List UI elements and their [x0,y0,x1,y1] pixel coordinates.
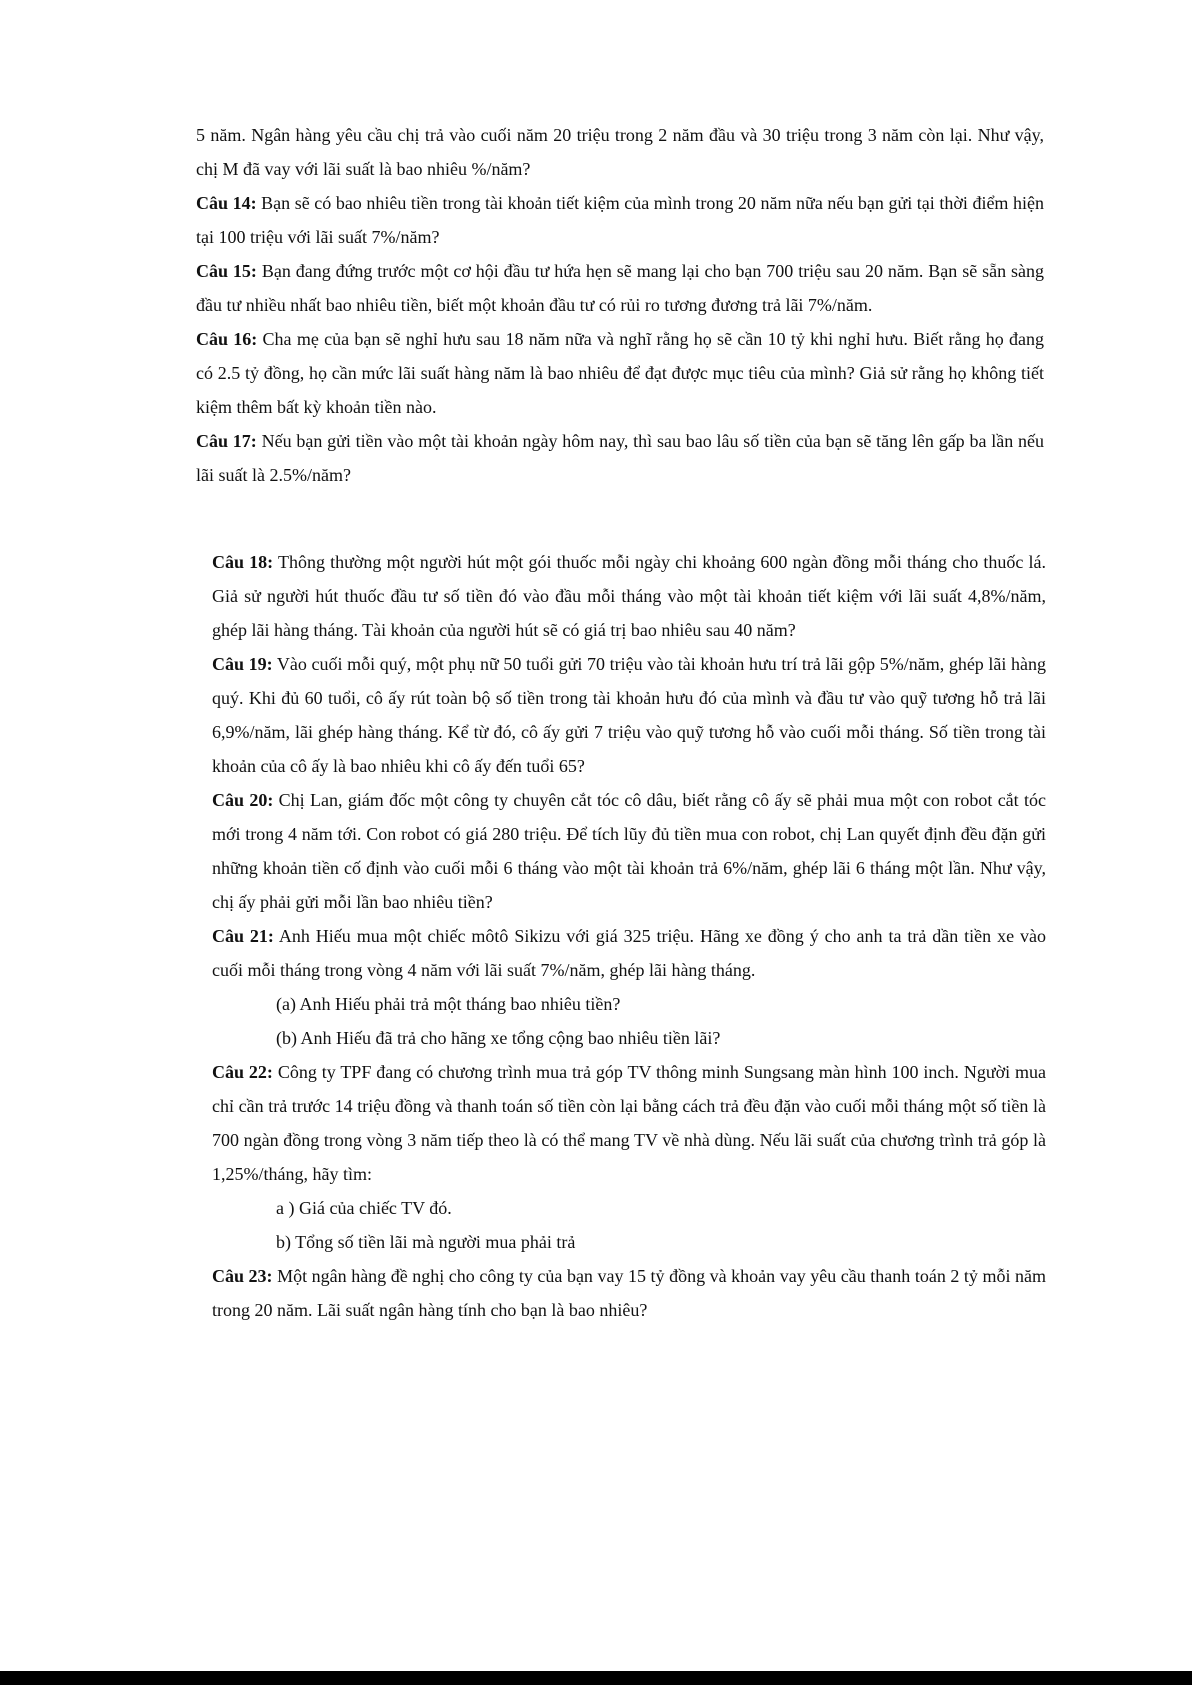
question-label: Câu 14: [196,193,257,213]
question-15 [196,254,1044,322]
question-label: Câu 22: [212,1062,273,1082]
question-text: Vào cuối mỗi quý, một phụ nữ 50 tuổi gửi 70 triệu vào tài khoản hưu trí trả lãi gộp 5%/năm, ghép lãi hàng quý. Khi đủ 60 tuổi, cô ấy rút toàn bộ số tiền trong tài khoản hưu đó của mình và đầu tư vào quỹ tương hỗ trả lãi 6,9%/năm, lãi ghép hàng tháng. Kể từ đó, cô ấy gửi 7 triệu vào quỹ tương hỗ vào cuối mỗi tháng. Số tiền trong tài khoản của cô ấy là bao nhiêu khi cô ấy đến tuổi 65? [212,654,1046,776]
continued-paragraph: 5 năm. Ngân hàng yêu cầu chị trả vào cuối năm 20 triệu trong 2 năm đầu và 30 triệu trong 3 năm còn lại. Như vậy, chị M đã vay với lãi suất là bao nhiêu %/năm? [196,125,1044,179]
question-text: Bạn sẽ có bao nhiêu tiền trong tài khoản tiết kiệm của mình trong 20 năm nữa nếu bạn gửi tại thời điểm hiện tại 100 triệu với lãi suất 7%/năm? [196,193,1044,247]
question-22-part-b: b) Tổng số tiền lãi mà người mua phải trả [276,1232,576,1252]
question-text: Bạn đang đứng trước một cơ hội đầu tư hứa hẹn sẽ mang lại cho bạn 700 triệu sau 20 năm. Bạn sẽ sẵn sàng đầu tư nhiều nhất bao nhiêu tiền, biết một khoản đầu tư có rủi ro tương đương trả lãi 7%/năm. [196,261,1044,315]
question-21-part-a: (a) Anh Hiếu phải trả một tháng bao nhiêu tiền? [276,994,621,1014]
question-label: Câu 23: [212,1266,273,1286]
question-label: Câu 21: [212,926,274,946]
question-22-part-a: a ) Giá của chiếc TV đó. [276,1198,452,1218]
question-text: Chị Lan, giám đốc một công ty chuyên cắt tóc cô dâu, biết rằng cô ấy sẽ phải mua một con robot cắt tóc mới trong 4 năm tới. Con robot có giá 280 triệu. Để tích lũy đủ tiền mua con robot, chị Lan quyết định đều đặn gửi những khoản tiền cố định vào cuối mỗi 6 tháng vào một tài khoản trả 6%/năm, ghép lãi 6 tháng một lần. Như vậy, chị ấy phải gửi mỗi lần bao nhiêu tiền? [212,790,1046,912]
question-label: Câu 19: [212,654,273,674]
question-text: Thông thường một người hút một gói thuốc mỗi ngày chi khoảng 600 ngàn đồng mỗi tháng cho thuốc lá. Giả sử người hút thuốc đầu tư số tiền đó vào đầu mỗi tháng vào một tài khoản tiết kiệm với lãi suất 4,8%/năm, ghép lãi hàng tháng. Tài khoản của người hút sẽ có giá trị bao nhiêu sau 40 năm? [212,552,1046,640]
bottom-edge-bar [0,1671,1192,1685]
question-label: Câu 20: [212,790,274,810]
question-label: Câu 15: [196,261,257,281]
question-label: Câu 16: [196,329,258,349]
question-18 [212,545,1046,647]
questions-block-1 [196,118,1044,492]
question-20 [212,783,1046,919]
question-21-part-b: (b) Anh Hiếu đã trả cho hãng xe tổng cộng bao nhiêu tiền lãi? [276,1028,721,1048]
question-text: Một ngân hàng đề nghị cho công ty của bạn vay 15 tỷ đồng và khoản vay yêu cầu thanh toán 2 tỷ mỗi năm trong 20 năm. Lãi suất ngân hàng tính cho bạn là bao nhiêu? [212,1266,1046,1320]
question-14 [196,186,1044,254]
question-text: Nếu bạn gửi tiền vào một tài khoản ngày hôm nay, thì sau bao lâu số tiền của bạn sẽ tăng lên gấp ba lần nếu lãi suất là 2.5%/năm? [196,431,1044,485]
question-text: Cha mẹ của bạn sẽ nghỉ hưu sau 18 năm nữa và nghĩ rằng họ sẽ cần 10 tỷ khi nghỉ hưu. Biết rằng họ đang có 2.5 tỷ đồng, họ cần mức lãi suất hàng năm là bao nhiêu để đạt được mục tiêu của mình? Giả sử rằng họ không tiết kiệm thêm bất kỳ khoản tiền nào. [196,329,1044,417]
question-21 [212,919,1046,987]
question-label: Câu 17: [196,431,257,451]
question-22 [212,1055,1046,1191]
questions-block-2 [212,545,1046,1327]
question-16 [196,322,1044,424]
question-text: Anh Hiếu mua một chiếc môtô Sikizu với giá 325 triệu. Hãng xe đồng ý cho anh ta trả dần tiền xe vào cuối mỗi tháng trong vòng 4 năm với lãi suất 7%/năm, ghép lãi hàng tháng. [212,926,1046,980]
question-19 [212,647,1046,783]
question-17 [196,424,1044,492]
question-23 [212,1259,1046,1327]
question-label: Câu 18: [212,552,274,572]
question-text: Công ty TPF đang có chương trình mua trả góp TV thông minh Sungsang màn hình 100 inch. Người mua chỉ cần trả trước 14 triệu đồng và thanh toán số tiền còn lại bằng cách trả đều đặn vào cuối mỗi tháng một số tiền là 700 ngàn đồng trong vòng 3 năm tiếp theo là có thể mang TV về nhà dùng. Nếu lãi suất của chương trình trả góp là 1,25%/tháng, hãy tìm: [212,1062,1046,1184]
